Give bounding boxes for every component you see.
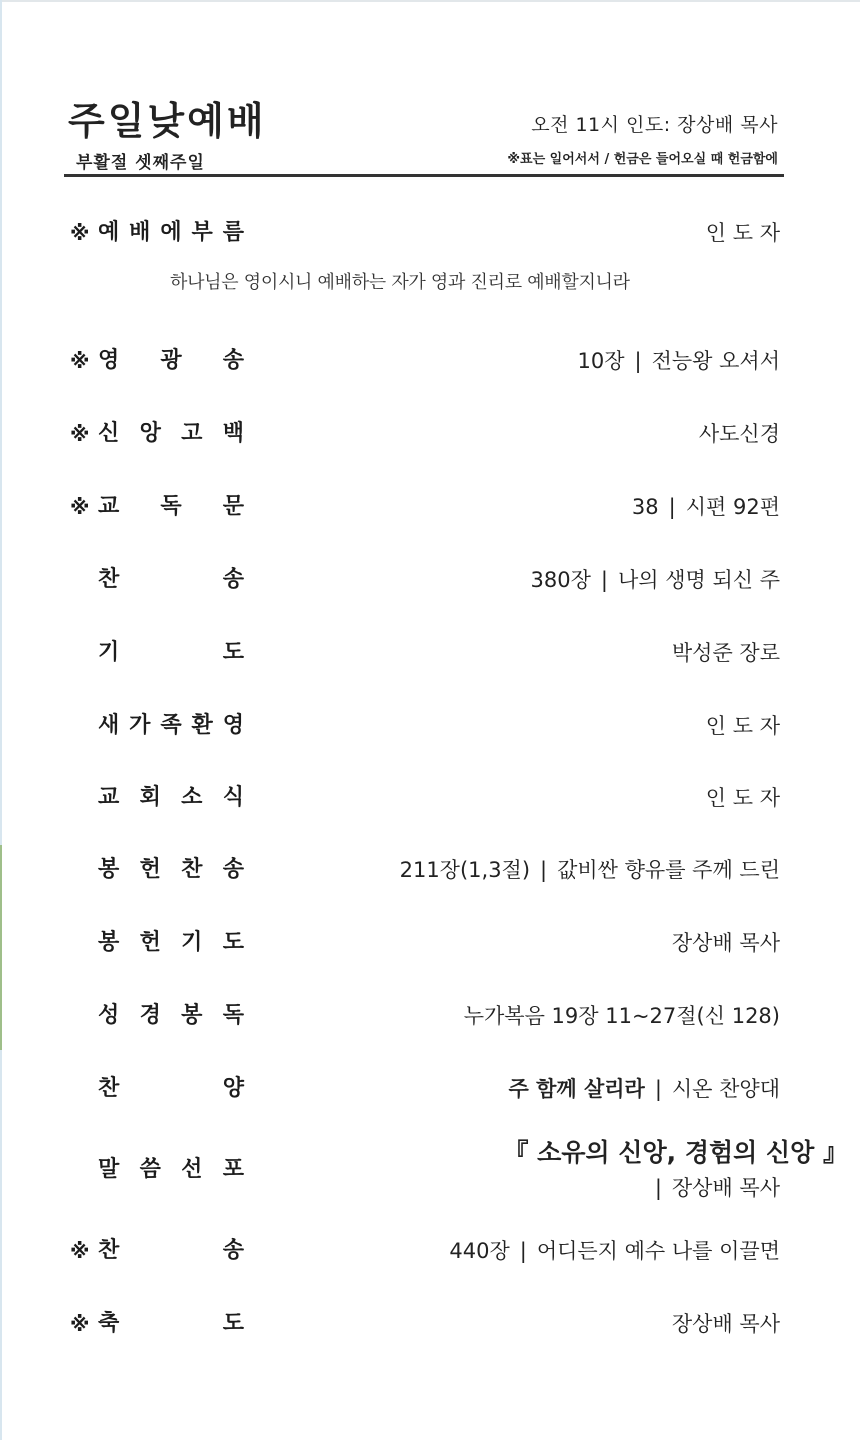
standing-mark: ※ [70, 221, 90, 245]
standing-mark: ※ [70, 1312, 90, 1336]
order-item [70, 1069, 780, 1109]
order-value: 장상배 목사 [671, 1312, 780, 1336]
sermon-preacher: | 장상배 목사 [654, 1176, 780, 1200]
service-info: 오전 11시 인도: 장상배 목사 [531, 114, 778, 136]
order-value: 211장(1,3절) | 값비싼 향유를 주께 드린 [399, 858, 780, 882]
order-value: 인 도 자 [705, 786, 780, 810]
order-value: 38 | 시편 92편 [631, 495, 780, 519]
order-label: 봉 헌 찬 송 [98, 857, 244, 882]
order-value: 누가복음 19장 11~27절(신 128) [463, 1004, 780, 1028]
order-item [70, 341, 780, 381]
order-item [70, 923, 780, 963]
order-value: 380장 | 나의 생명 되신 주 [530, 568, 780, 592]
order-value: 박성준 장로 [671, 641, 780, 665]
page-subtitle: 부활절 셋째주일 [76, 153, 205, 173]
sermon-title: 『 소유의 신앙, 경험의 신앙 』 [503, 1138, 848, 1167]
call-to-worship-verse: 하나님은 영이시니 예배하는 자가 영과 진리로 예배할지니라 [170, 272, 630, 293]
order-item [70, 1304, 780, 1344]
order-label: 봉 헌 기 도 [98, 930, 244, 955]
order-item [70, 560, 780, 600]
order-item [70, 487, 780, 527]
order-value: 주 함께 살리라 | 시온 찬양대 [508, 1077, 780, 1101]
order-value: 인 도 자 [705, 714, 780, 738]
order-label: 찬 송 [98, 1238, 244, 1263]
order-label: 신 앙 고 백 [98, 421, 244, 446]
standing-mark: ※ [70, 1239, 90, 1263]
scan-edge-mark [0, 845, 2, 1050]
order-value: 장상배 목사 [671, 931, 780, 955]
order-label: 찬 송 [98, 567, 244, 592]
order-label: 예 배 에 부 름 [98, 220, 244, 245]
header-divider [64, 174, 784, 177]
order-item [70, 213, 780, 253]
order-label: 새 가 족 환 영 [98, 713, 244, 738]
standing-mark: ※ [70, 495, 90, 519]
scan-edge-left [0, 0, 2, 1440]
standing-notice: ※표는 일어서서 / 헌금은 들어오실 때 헌금함에 [507, 152, 778, 167]
scan-edge-top [0, 0, 860, 2]
order-item [70, 778, 780, 818]
order-item [70, 850, 780, 890]
order-label: 교 회 소 식 [98, 785, 244, 810]
order-value: 사도신경 [698, 422, 780, 446]
bulletin-header [64, 90, 784, 178]
order-label: 교 독 문 [98, 494, 244, 519]
order-item [70, 996, 780, 1036]
order-label: 축 도 [98, 1311, 244, 1336]
order-value: 440장 | 어디든지 예수 나를 이끌면 [449, 1239, 780, 1263]
standing-mark: ※ [70, 349, 90, 373]
order-item [70, 633, 780, 673]
standing-mark: ※ [70, 422, 90, 446]
order-value: 인 도 자 [705, 221, 780, 245]
order-label: 영 광 송 [98, 348, 244, 373]
order-label: 말 씀 선 포 [98, 1157, 244, 1182]
page-title: 주일낮예배 [68, 99, 267, 143]
order-item [70, 414, 780, 454]
order-label: 기 도 [98, 640, 244, 665]
order-item [70, 706, 780, 746]
order-label: 찬 양 [98, 1076, 244, 1101]
order-item [70, 1231, 780, 1271]
order-label: 성 경 봉 독 [98, 1003, 244, 1028]
order-value: 10장 | 전능왕 오셔서 [577, 349, 780, 373]
